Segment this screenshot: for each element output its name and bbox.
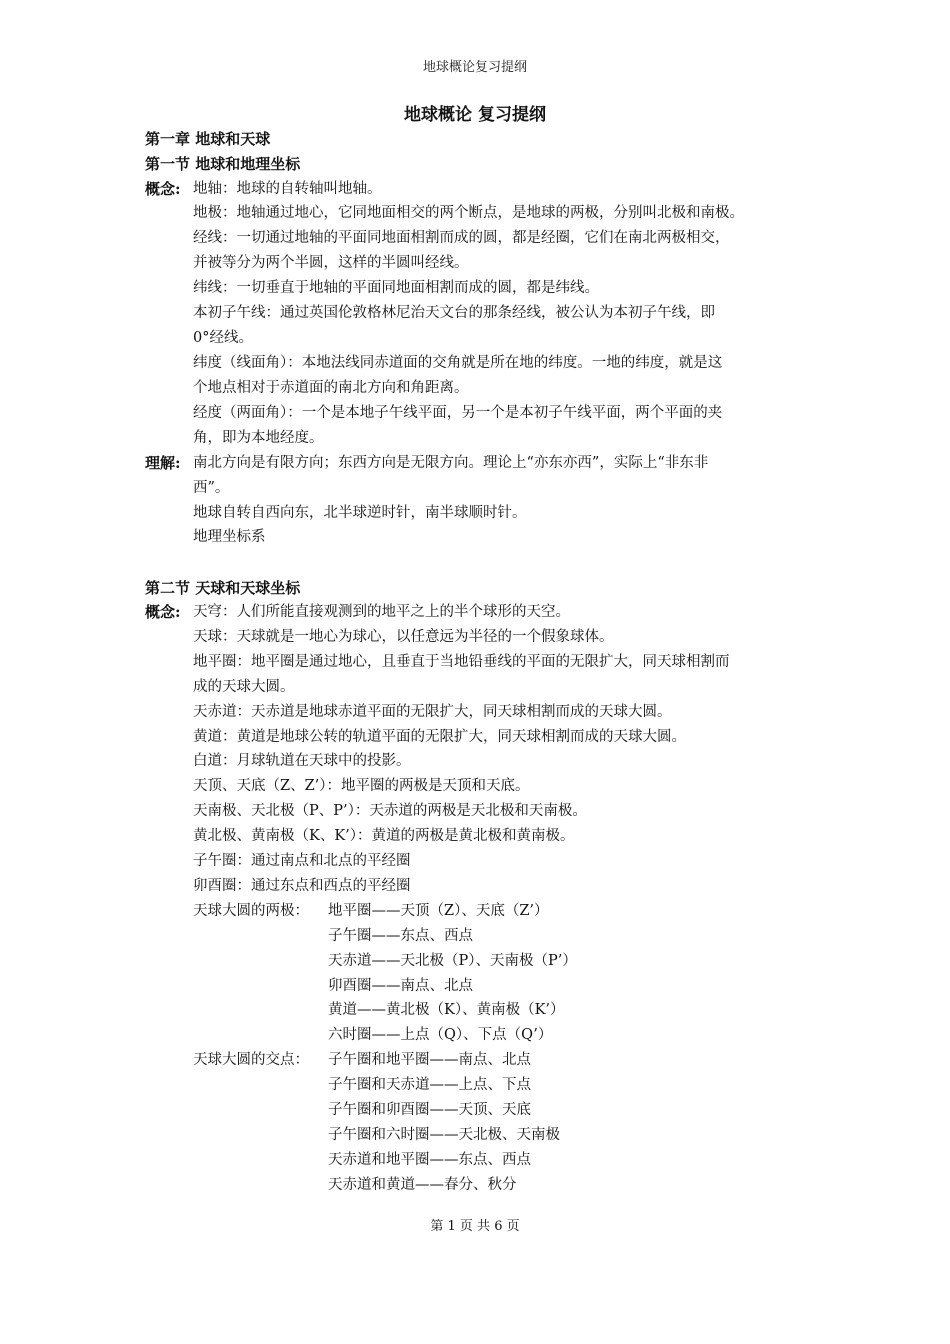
- pole-item: 地平圈——天顶（Z）、天底（Z’）: [328, 903, 549, 919]
- pole-item: 黄道——黄北极（K）、黄南极（K’）: [328, 1002, 565, 1018]
- concept-line: 本初子午线：通过英国伦敦格林尼治天文台的那条经线，被公认为本初子午线，即: [193, 305, 715, 321]
- intersections-label: 天球大圆的交点：: [193, 1052, 309, 1068]
- understand-label: 理解:: [145, 454, 181, 472]
- pole-item: 子午圈——东点、西点: [328, 928, 473, 944]
- pole-item: 天赤道——天北极（P）、天南极（P’）: [328, 953, 577, 969]
- understand-line: 南北方向是有限方向；东西方向是无限方向。理论上“亦东亦西”，实际上“非东非: [193, 455, 709, 471]
- running-header: 地球概论复习提纲: [422, 60, 527, 75]
- concept-line: 天南极、天北极（P、P’）：天赤道的两极是天北极和天南极。: [193, 803, 587, 819]
- pole-item: 六时圈——上点（Q）、下点（Q’）: [328, 1027, 553, 1043]
- concept-line: 0°经线。: [193, 330, 253, 346]
- section-1-heading: 第一节 地球和地理坐标: [145, 155, 301, 173]
- intersection-item: 子午圈和地平圈——南点、北点: [328, 1052, 531, 1068]
- concept-line: 个地点相对于赤道面的南北方向和角距离。: [193, 380, 469, 396]
- concept-line: 角，即为本地经度。: [193, 430, 324, 446]
- concept-line: 天穹：人们所能直接观测到的地平之上的半个球形的天空。: [193, 604, 570, 620]
- page-footer: 第 1 页 共 6 页: [430, 1219, 520, 1234]
- concept-line: 天顶、天底（Z、Z’）：地平圈的两极是天顶和天底。: [193, 778, 530, 794]
- chapter-heading: 第一章 地球和天球: [145, 130, 271, 148]
- section-2-heading: 第二节 天球和天球坐标: [145, 579, 301, 597]
- concept-line: 天球：天球就是一地心为球心，以任意远为半径的一个假象球体。: [193, 629, 614, 645]
- intersection-item: 天赤道和黄道——春分、秋分: [328, 1177, 517, 1193]
- concept-line: 黄北极、黄南极（K、K’）：黄道的两极是黄北极和黄南极。: [193, 828, 575, 844]
- concept-line: 纬度（线面角）：本地法线同赤道面的交角就是所在地的纬度。一地的纬度，就是这: [193, 355, 723, 371]
- understand-line: 西”。: [193, 480, 230, 496]
- intersection-item: 天赤道和地平圈——东点、西点: [328, 1152, 531, 1168]
- concept-line: 子午圈：通过南点和北点的平经圈: [193, 853, 411, 869]
- concept-line: 地轴：地球的自转轴叫地轴。: [193, 181, 382, 197]
- concept-line: 并被等分为两个半圆，这样的半圆叫经线。: [193, 255, 469, 271]
- pole-item: 卯酉圈——南点、北点: [328, 978, 473, 994]
- understand-line: 地球自转自西向东，北半球逆时针，南半球顺时针。: [193, 505, 527, 521]
- concept-line: 卯酉圈：通过东点和西点的平经圈: [193, 878, 411, 894]
- intersection-item: 子午圈和六时圈——天北极、天南极: [328, 1127, 560, 1143]
- concept-label: 概念:: [145, 180, 181, 198]
- concept-line: 天赤道：天赤道是地球赤道平面的无限扩大，同天球相割而成的天球大圆。: [193, 704, 672, 720]
- poles-label: 天球大圆的两极：: [193, 903, 309, 919]
- concept-line: 成的天球大圆。: [193, 679, 295, 695]
- concept-line: 纬线：一切垂直于地轴的平面同地面相割而成的圆，都是纬线。: [193, 280, 599, 296]
- intersection-item: 子午圈和天赤道——上点、下点: [328, 1077, 531, 1093]
- concept-line: 黄道：黄道是地球公转的轨道平面的无限扩大，同天球相割而成的天球大圆。: [193, 729, 686, 745]
- concept-label: 概念:: [145, 603, 181, 621]
- concept-line: 经线：一切通过地轴的平面同地面相割而成的圆，都是经圈，它们在南北两极相交，: [193, 230, 730, 246]
- concept-line: 经度（两面角）：一个是本地子午线平面，另一个是本初子午线平面，两个平面的夹: [193, 405, 723, 421]
- intersection-item: 子午圈和卯酉圈——天顶、天底: [328, 1102, 531, 1118]
- concept-line: 地极：地轴通过地心，它同地面相交的两个断点，是地球的两极，分别叫北极和南极。: [193, 205, 744, 221]
- concept-line: 白道：月球轨道在天球中的投影。: [193, 753, 411, 769]
- concept-line: 地平圈：地平圈是通过地心，且垂直于当地铅垂线的平面的无限扩大，同天球相割而: [193, 654, 730, 670]
- understand-line: 地理坐标系: [193, 529, 266, 545]
- page-title: 地球概论 复习提纲: [404, 105, 546, 125]
